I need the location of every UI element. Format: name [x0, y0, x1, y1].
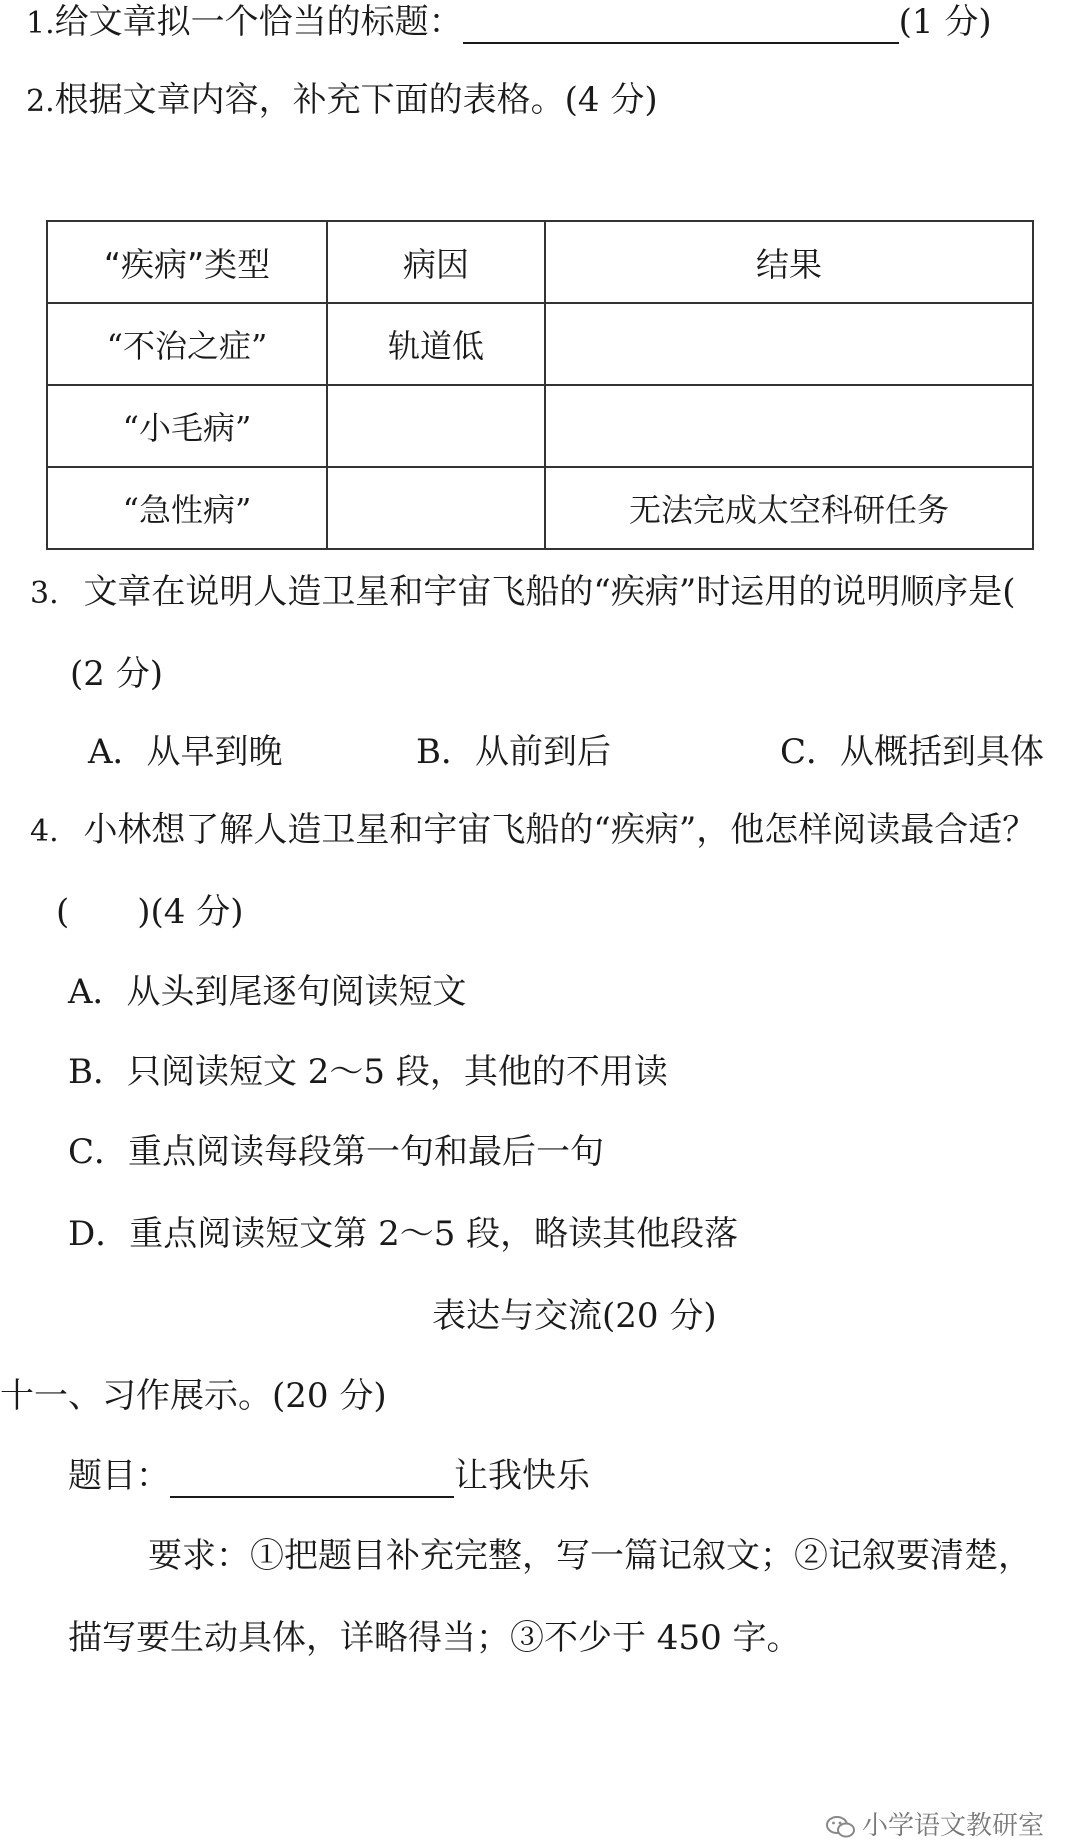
disease-table [46, 220, 1034, 550]
table-cell-result-blank[interactable] [545, 385, 1033, 467]
q1-text: 给文章拟一个恰当的标题： [54, 2, 463, 42]
table-header-row [47, 221, 1033, 303]
q1-answer-blank[interactable] [463, 2, 899, 44]
table-cell-cause-blank[interactable] [327, 385, 545, 467]
watermark [826, 1805, 1044, 1842]
q11-topic-blank[interactable] [170, 1456, 454, 1498]
q3-option-c[interactable]: C．从概括到具体 [780, 732, 1045, 772]
q4-number: 4. [30, 814, 59, 849]
q4-option-a[interactable]: A．从头到尾逐句阅读短文 [68, 972, 467, 1012]
table-cell-type: “急性病” [47, 467, 327, 549]
q1-score: (1 分) [898, 2, 992, 42]
q4-option-d[interactable]: D．重点阅读短文第 2～5 段，略读其他段落 [68, 1214, 739, 1254]
q11-topic [68, 1456, 590, 1498]
table-cell-cause-blank[interactable] [327, 467, 545, 549]
q11-topic-label: 题目： [68, 1456, 170, 1496]
q3-option-a[interactable]: A．从早到晚 [88, 732, 283, 772]
question-3 [30, 572, 1015, 614]
q4-answer-paren[interactable]: ( )(4 分) [56, 892, 244, 932]
watermark-text: 小学语文教研室 [861, 1811, 1044, 1841]
q3-text: 文章在说明人造卫星和宇宙飞船的“疾病”时运用的说明顺序是( [83, 572, 1016, 612]
q3-score: (2 分) [70, 654, 163, 694]
q1-number: 1. [26, 6, 55, 41]
table-header-cause: 病因 [327, 221, 545, 303]
q11-heading: 十一、习作展示。(20 分) [0, 1376, 387, 1416]
question-1 [26, 2, 992, 44]
table-cell-cause: 轨道低 [327, 303, 545, 385]
q4-option-b[interactable]: B．只阅读短文 2～5 段，其他的不用读 [68, 1052, 668, 1092]
question-4 [30, 810, 1036, 852]
q11-requirement-line1: 要求：①把题目补充完整，写一篇记叙文；②记叙要清楚， [148, 1536, 1032, 1576]
q11-requirement-line2: 描写要生动具体，详略得当；③不少于 450 字。 [68, 1618, 801, 1658]
q2-number: 2. [26, 84, 55, 119]
table-row [47, 385, 1033, 467]
section-title: 表达与交流(20 分) [432, 1296, 717, 1336]
table-header-type: “疾病”类型 [47, 221, 327, 303]
q4-text: 小林想了解人造卫星和宇宙飞船的“疾病”，他怎样阅读最合适？ [83, 810, 1037, 850]
q11-topic-suffix: 让我快乐 [454, 1456, 590, 1496]
q3-number: 3. [30, 576, 59, 611]
question-2 [26, 80, 658, 122]
wechat-icon [826, 1815, 856, 1839]
q3-option-b[interactable]: B．从前到后 [416, 732, 611, 772]
table-cell-result: 无法完成太空科研任务 [545, 467, 1033, 549]
table-row [47, 303, 1033, 385]
table-header-result: 结果 [545, 221, 1033, 303]
table-cell-result-blank[interactable] [545, 303, 1033, 385]
table-cell-type: “小毛病” [47, 385, 327, 467]
q2-text: 根据文章内容，补充下面的表格。(4 分) [54, 80, 658, 120]
q4-option-c[interactable]: C．重点阅读每段第一句和最后一句 [68, 1132, 605, 1172]
table-cell-type: “不治之症” [47, 303, 327, 385]
table-row [47, 467, 1033, 549]
